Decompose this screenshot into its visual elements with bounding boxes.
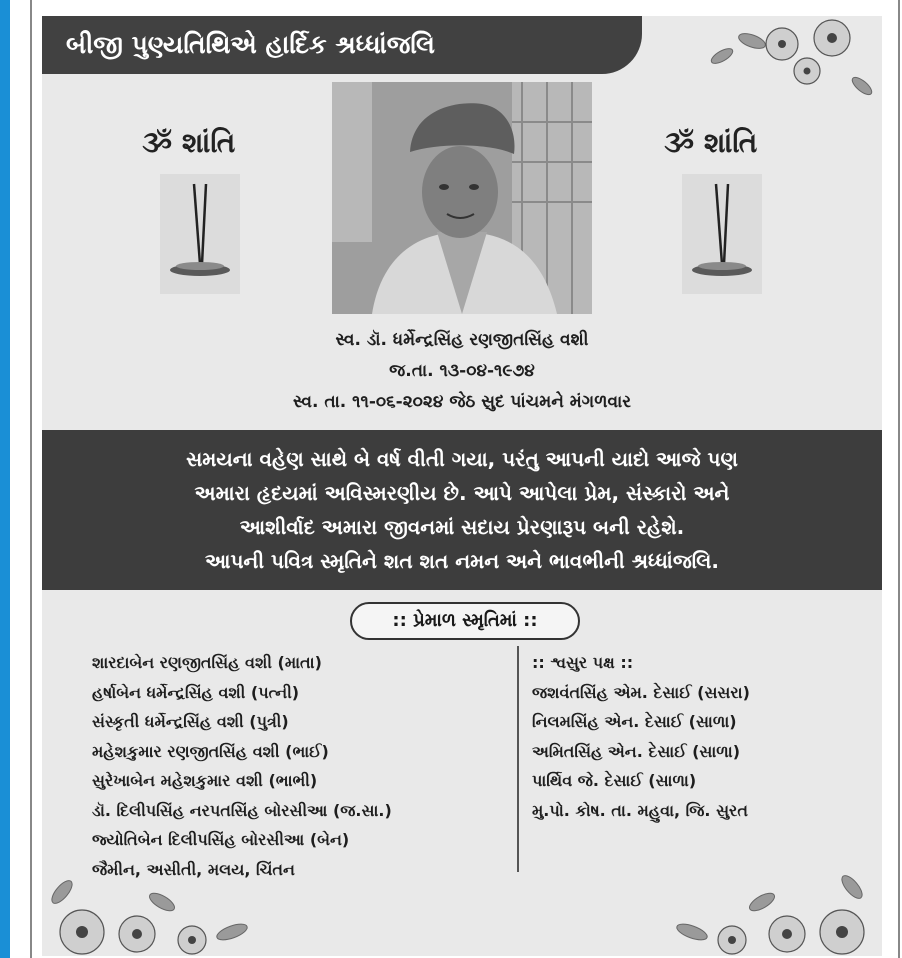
om-shanti-right: ૐ શાંતિ: [664, 126, 758, 159]
flower-decoration-bottom-left: [42, 862, 272, 956]
list-item: પાર્થિવ જે. દેસાઈ (સાળા): [532, 771, 697, 790]
portrait-photo: [332, 82, 592, 314]
death-date: સ્વ. તા. ૧૧-૦૬-૨૦૨૪ જેઠ સુદ પાંચમને મંગળવાર: [292, 392, 632, 412]
incense-icon: [682, 174, 762, 294]
person-name: સ્વ. ડૉ. ધર્મેન્દ્રસિંહ રણજીતસિંહ વશી: [335, 330, 589, 350]
list-item: મુ.પો. કોષ. તા. મહુવા, જિ. સુરત: [532, 800, 748, 820]
remembrance-label: :: પ્રેમાળ સ્મૃતિમાં ::: [350, 602, 580, 640]
list-item: :: શ્વસુર પક્ષ ::: [532, 653, 634, 672]
list-item: હર્ષાબેન ધર્મેન્દ્રસિંહ વશી (પત્ની): [92, 682, 300, 702]
om-shanti-left: ૐ શાંતિ: [142, 126, 236, 159]
list-item: સુરેખાબેન મહેશકુમાર વશી (ભાભી): [92, 771, 318, 790]
list-item: જશવંતસિંહ એમ. દેસાઈ (સસરા): [532, 682, 750, 702]
message-line: સમયના વહેણ સાથે બે વર્ષ વીતી ગયા, પરંતુ આપની યાદો આજે પણ: [186, 447, 738, 471]
tribute-title: બીજી પુણ્યતિથિએ હાર્દિક શ્રધ્ધાંજલિ: [42, 16, 642, 74]
column-divider: [517, 646, 519, 872]
tribute-message: [42, 430, 882, 590]
list-item: મહેશકુમાર રણજીતસિંહ વશી (ભાઈ): [92, 741, 329, 761]
incense-icon: [160, 174, 240, 294]
birth-date: જ.તા. ૧૩-૦૪-૧૯૭૪: [389, 361, 535, 381]
list-item: અમિતસિંહ એન. દેસાઈ (સાળા): [532, 741, 741, 761]
list-item: ડૉ. દિલીપસિંહ નરપતસિંહ બોરસીઆ (જ.સા.): [92, 800, 392, 820]
flower-decoration-top-right: [692, 16, 882, 106]
left-edge-bar: [0, 0, 10, 958]
family-list-left: [92, 648, 392, 884]
message-line: આપની પવિત્ર સ્મૃતિને શત શત નમન અને ભાવભીની શ્રધ્ધાંજલિ.: [205, 549, 719, 573]
list-item: નિલમસિંહ એન. દેસાઈ (સાળા): [532, 712, 737, 731]
message-line: અમારા હૃદયમાં અવિસ્મરણીય છે. આપે આપેલા પ્રેમ, સંસ્કારો અને: [194, 481, 730, 505]
list-item: જૈમીન, અસીતી, મલય, ચિંતન: [92, 859, 295, 879]
flower-decoration-bottom-right: [652, 862, 882, 956]
list-item: શારદાબેન રણજીતસિંહ વશી (માતા): [92, 653, 322, 672]
list-item: સંસ્કૃતી ધર્મેન્દ્રસિંહ વશી (પુત્રી): [92, 712, 289, 731]
message-line: આશીર્વાદ અમારા જીવનમાં સદાય પ્રેરણારૂપ બની રહેશે.: [239, 515, 685, 539]
family-list-right: [532, 648, 750, 825]
obituary-card: [42, 16, 882, 956]
list-item: જ્યોતિબેન દિલીપસિંહ બોરસીઆ (બેન): [92, 830, 350, 849]
